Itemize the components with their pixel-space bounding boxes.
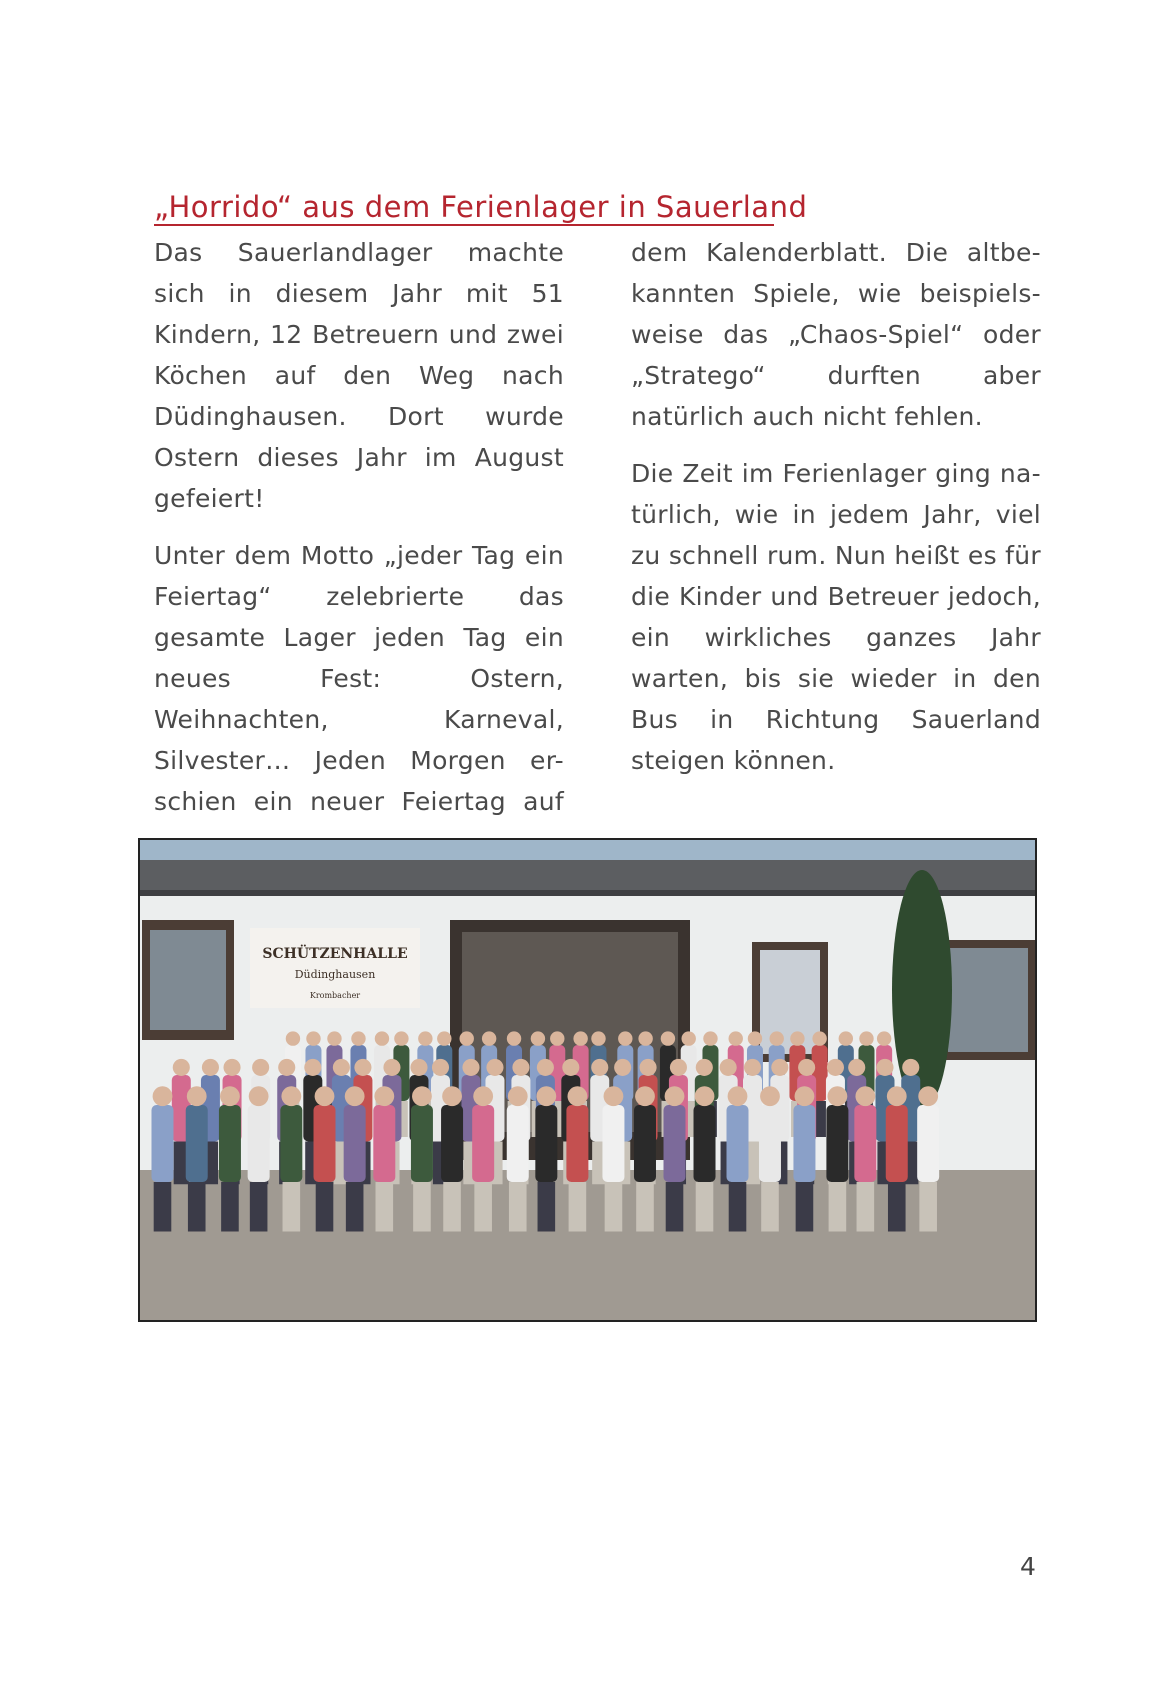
person-head <box>537 1059 554 1076</box>
paragraph: Die Zeit im Ferienlager ging na-türlich, wie in jedem Jahr, viel zu schnell rum. Nun heißt es für die Kinder und Betreuer jedoch, ein wirkliches ganzes Jahr warten, bis sie wieder in den Bus in Richtung Sauerland steigen können. <box>631 459 1041 775</box>
person-head <box>855 1086 875 1106</box>
person-body <box>566 1105 588 1182</box>
person-head <box>507 1031 521 1045</box>
person-body <box>886 1105 908 1182</box>
person-legs <box>250 1182 268 1232</box>
person-head <box>902 1059 919 1076</box>
person-head <box>661 1031 675 1045</box>
person-head <box>223 1059 240 1076</box>
person-head <box>729 1031 743 1045</box>
person-body <box>373 1105 395 1182</box>
person-legs <box>154 1182 172 1232</box>
person-head <box>252 1059 269 1076</box>
person-head <box>573 1031 587 1045</box>
person-head <box>354 1059 371 1076</box>
person-head <box>531 1031 545 1045</box>
group-photo <box>138 838 1037 1322</box>
person-head <box>591 1059 608 1076</box>
person-body <box>602 1105 624 1182</box>
person-head <box>286 1031 300 1045</box>
person-head <box>220 1086 240 1106</box>
person-head <box>859 1031 873 1045</box>
person-body <box>507 1105 529 1182</box>
person-head <box>462 1059 479 1076</box>
person-head <box>550 1031 564 1045</box>
person-head <box>665 1086 685 1106</box>
person-legs <box>538 1182 556 1232</box>
person-legs <box>605 1182 623 1232</box>
person-head <box>412 1086 432 1106</box>
person-head <box>760 1086 780 1106</box>
person-head <box>512 1059 529 1076</box>
person-head <box>827 1059 844 1076</box>
person-body <box>727 1105 749 1182</box>
person-head <box>695 1086 715 1106</box>
person-head <box>383 1059 400 1076</box>
person-legs <box>413 1182 431 1232</box>
person-head <box>670 1059 687 1076</box>
person-body <box>854 1105 876 1182</box>
person-head <box>770 1031 784 1045</box>
person-head <box>828 1086 848 1106</box>
article-title: „Horrido“ aus dem Ferienlager in Sauerland <box>154 190 808 224</box>
person-head <box>848 1059 865 1076</box>
person-body <box>411 1105 433 1182</box>
person-legs <box>636 1182 654 1232</box>
person-legs <box>443 1182 461 1232</box>
person-head <box>567 1086 587 1106</box>
person-body <box>344 1105 366 1182</box>
person-legs <box>221 1182 239 1232</box>
person-legs <box>829 1182 847 1232</box>
person-head <box>918 1086 938 1106</box>
person-head <box>795 1086 815 1106</box>
person-head <box>703 1031 717 1045</box>
paragraph: dem Kalenderblatt. Die altbe-kannten Spiele, wie beispiels-weise das „Chaos-Spiel“ oder „Stratego“ durften aber natürlich auch nicht fehlen. <box>631 238 1041 431</box>
person-head <box>486 1059 503 1076</box>
person-head <box>728 1086 748 1106</box>
paragraph: Unter dem Motto „jeder Tag ein Feiertag“ zelebrierte das gesamte Lager jeden Tag ein neues Fest: Ostern, Weihnachten, Karneval, Silvester… Jeden Morgen er-schien ein neuer Feiertag auf <box>154 541 564 816</box>
person-head <box>315 1086 335 1106</box>
group-photo-illustration <box>140 840 1035 1320</box>
article-column-left <box>154 232 564 838</box>
person-legs <box>474 1182 492 1232</box>
sign-logo: Krombacher <box>309 991 361 1000</box>
person-head <box>591 1031 605 1045</box>
person-body <box>248 1105 270 1182</box>
person-legs <box>696 1182 714 1232</box>
person-head <box>536 1086 556 1106</box>
person-legs <box>919 1182 937 1232</box>
person-body <box>186 1105 208 1182</box>
person-head <box>473 1086 493 1106</box>
person-head <box>442 1086 462 1106</box>
person-head <box>278 1059 295 1076</box>
person-head <box>187 1086 207 1106</box>
person-head <box>640 1059 657 1076</box>
person-head <box>744 1059 761 1076</box>
person-head <box>748 1031 762 1045</box>
person-head <box>614 1059 631 1076</box>
person-legs <box>569 1182 587 1232</box>
person-head <box>682 1031 696 1045</box>
person-body <box>535 1105 557 1182</box>
person-head <box>249 1086 269 1106</box>
person-legs <box>316 1182 334 1232</box>
person-head <box>562 1059 579 1076</box>
person-head <box>839 1031 853 1045</box>
person-legs <box>188 1182 206 1232</box>
person-body <box>634 1105 656 1182</box>
person-body <box>694 1105 716 1182</box>
person-head <box>375 1031 389 1045</box>
sign-subtext: Düdinghausen <box>294 968 376 981</box>
person-body <box>314 1105 336 1182</box>
person-head <box>410 1059 427 1076</box>
person-legs <box>376 1182 394 1232</box>
person-body <box>219 1105 241 1182</box>
person-body <box>826 1105 848 1182</box>
person-head <box>638 1031 652 1045</box>
person-legs <box>283 1182 301 1232</box>
person-body <box>441 1105 463 1182</box>
person-head <box>281 1086 301 1106</box>
person-head <box>333 1059 350 1076</box>
person-head <box>460 1031 474 1045</box>
person-body <box>793 1105 815 1182</box>
person-body <box>472 1105 494 1182</box>
person-body <box>151 1105 173 1182</box>
paragraph: Das Sauerlandlager machte sich in diesem Jahr mit 51 Kindern, 12 Betreuern und zwei Köchen auf den Weg nach Düdinghausen. Dort wurde Ostern dieses Jahr im August gefeiert! <box>154 238 564 513</box>
person-head <box>877 1031 891 1045</box>
person-head <box>351 1031 365 1045</box>
person-head <box>618 1031 632 1045</box>
person-head <box>635 1086 655 1106</box>
person-body <box>280 1105 302 1182</box>
person-legs <box>729 1182 747 1232</box>
person-head <box>306 1031 320 1045</box>
person-legs <box>888 1182 906 1232</box>
person-legs <box>761 1182 779 1232</box>
person-head <box>720 1059 737 1076</box>
person-head <box>202 1059 219 1076</box>
person-head <box>327 1031 341 1045</box>
person-head <box>482 1031 496 1045</box>
page-number: 4 <box>1020 1552 1036 1581</box>
person-head <box>790 1031 804 1045</box>
person-head <box>812 1031 826 1045</box>
person-head <box>418 1031 432 1045</box>
person-head <box>437 1031 451 1045</box>
person-head <box>153 1086 173 1106</box>
person-head <box>432 1059 449 1076</box>
person-head <box>798 1059 815 1076</box>
person-legs <box>796 1182 814 1232</box>
person-head <box>887 1086 907 1106</box>
person-head <box>604 1086 624 1106</box>
person-head <box>394 1031 408 1045</box>
person-head <box>876 1059 893 1076</box>
person-head <box>771 1059 788 1076</box>
person-body <box>664 1105 686 1182</box>
person-head <box>696 1059 713 1076</box>
article-column-right <box>631 232 1041 797</box>
person-head <box>173 1059 190 1076</box>
person-body <box>759 1105 781 1182</box>
person-legs <box>509 1182 527 1232</box>
person-legs <box>346 1182 364 1232</box>
person-head <box>508 1086 528 1106</box>
person-head <box>304 1059 321 1076</box>
person-head <box>345 1086 365 1106</box>
person-legs <box>666 1182 684 1232</box>
person-body <box>917 1105 939 1182</box>
sign-text: SCHÜTZENHALLE <box>262 946 408 962</box>
person-legs <box>857 1182 875 1232</box>
person-head <box>374 1086 394 1106</box>
